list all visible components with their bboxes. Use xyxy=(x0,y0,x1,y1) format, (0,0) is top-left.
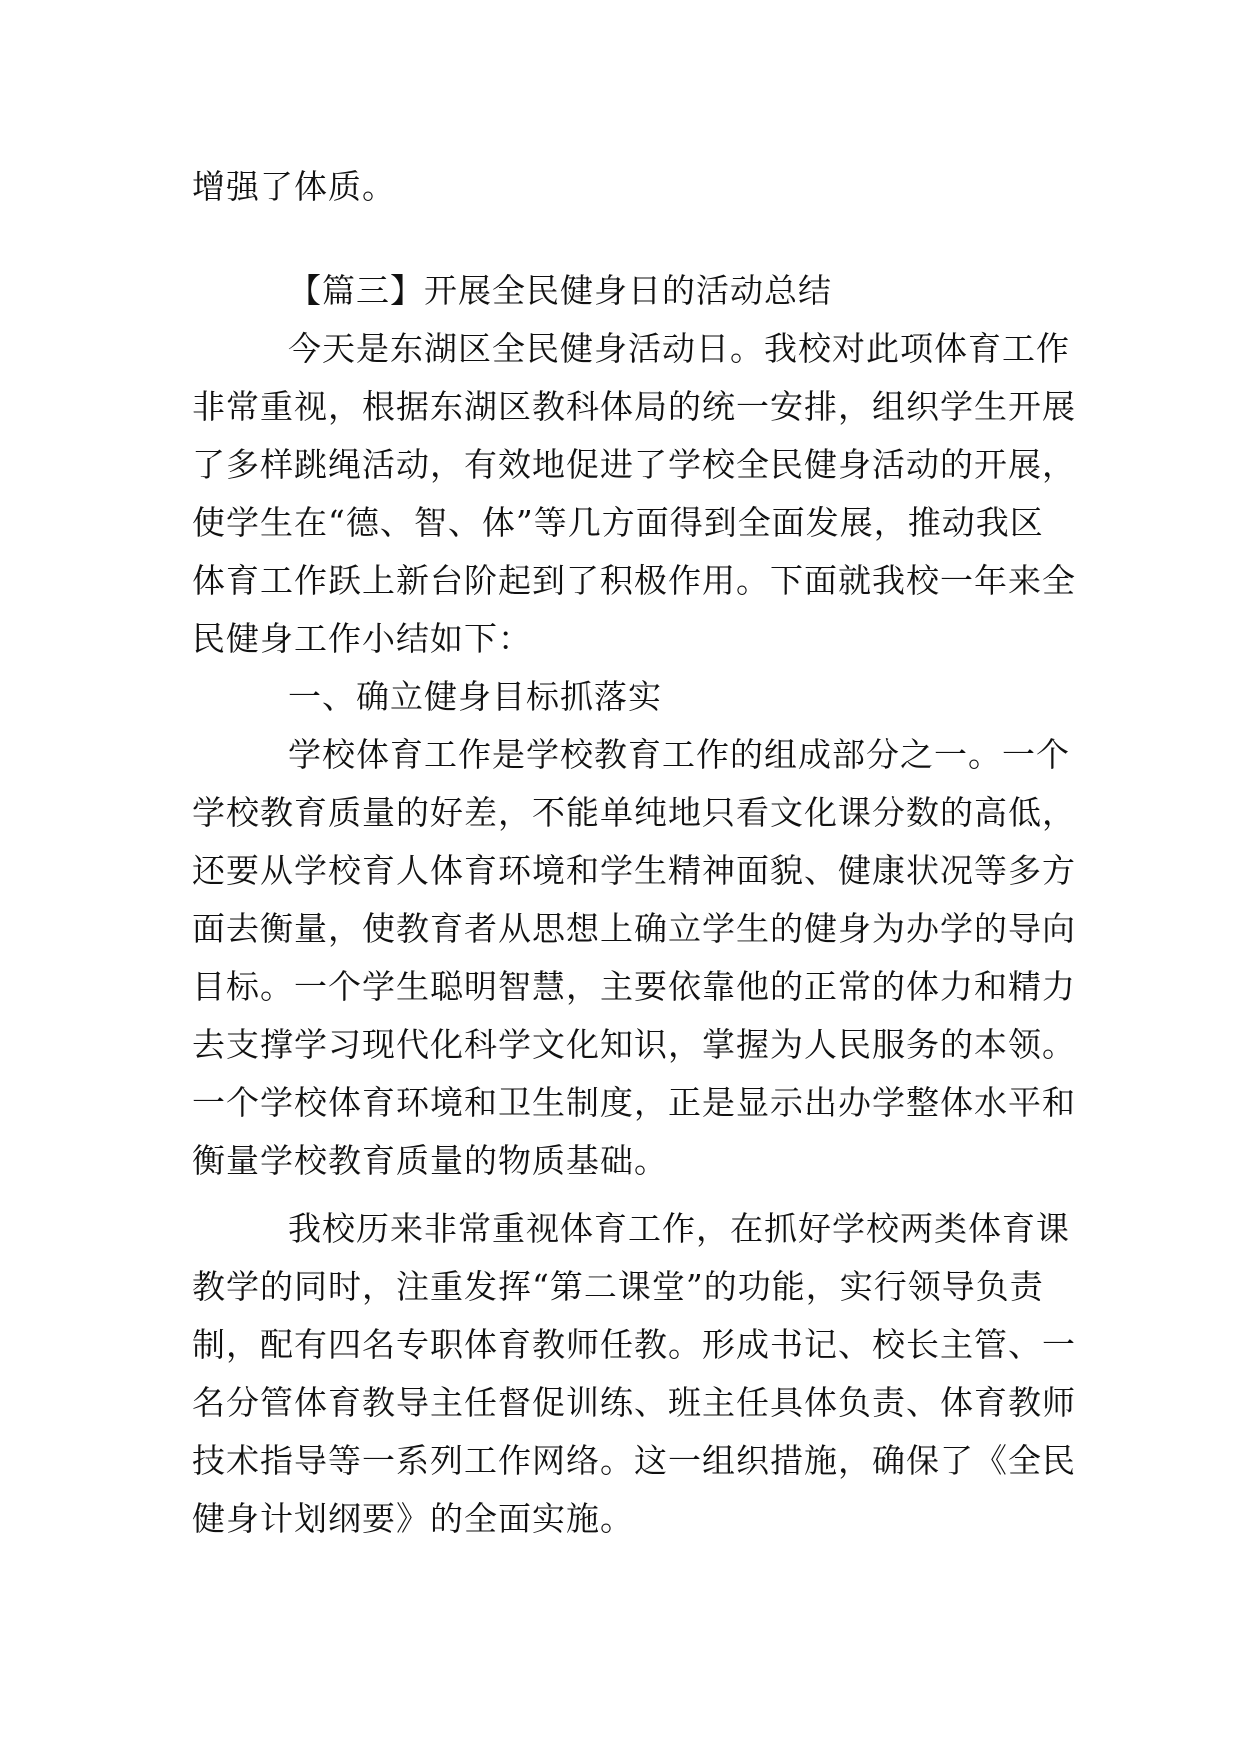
text-line: 我校历来非常重视体育工作，在抓好学校两类体育课 xyxy=(288,1209,1070,1248)
text-line: 一个学校体育环境和卫生制度，正是显示出办学整体水平和 xyxy=(192,1083,1076,1122)
text-line: 体育工作跃上新台阶起到了积极作用。下面就我校一年来全 xyxy=(192,561,1076,600)
text-line: 民健身工作小结如下： xyxy=(192,619,532,658)
text-line: 学校教育质量的好差，不能单纯地只看文化课分数的高低， xyxy=(192,793,1076,832)
text-line: 目标。一个学生聪明智慧，主要依靠他的正常的体力和精力 xyxy=(192,967,1076,1006)
text-line: 增强了体质。 xyxy=(192,167,396,206)
text-line: 了多样跳绳活动，有效地促进了学校全民健身活动的开展， xyxy=(192,445,1076,484)
text-line: 衡量学校教育质量的物质基础。 xyxy=(192,1141,668,1180)
text-line: 今天是东湖区全民健身活动日。我校对此项体育工作 xyxy=(288,329,1070,368)
text-line: 面去衡量，使教育者从思想上确立学生的健身为办学的导向 xyxy=(192,909,1076,948)
text-line: 还要从学校育人体育环境和学生精神面貌、健康状况等多方 xyxy=(192,851,1076,890)
section-title: 【篇三】开展全民健身日的活动总结 xyxy=(288,271,832,310)
text-line: 使学生在“德、智、体”等几方面得到全面发展，推动我区 xyxy=(192,503,1044,542)
text-line: 去支撑学习现代化科学文化知识，掌握为人民服务的本领。 xyxy=(192,1025,1076,1064)
text-line: 学校体育工作是学校教育工作的组成部分之一。一个 xyxy=(288,735,1070,774)
text-line: 技术指导等一系列工作网络。这一组织措施，确保了《全民 xyxy=(192,1441,1076,1480)
text-line: 健身计划纲要》的全面实施。 xyxy=(192,1499,634,1538)
text-line: 名分管体育教导主任督促训练、班主任具体负责、体育教师 xyxy=(192,1383,1076,1422)
document-page xyxy=(192,158,1076,1548)
text-line: 教学的同时，注重发挥“第二课堂”的功能，实行领导负责 xyxy=(192,1267,1044,1306)
text-line: 制，配有四名专职体育教师任教。形成书记、校长主管、一 xyxy=(192,1325,1076,1364)
subsection-heading: 一、确立健身目标抓落实 xyxy=(288,677,662,716)
text-line: 非常重视，根据东湖区教科体局的统一安排，组织学生开展 xyxy=(192,387,1076,426)
